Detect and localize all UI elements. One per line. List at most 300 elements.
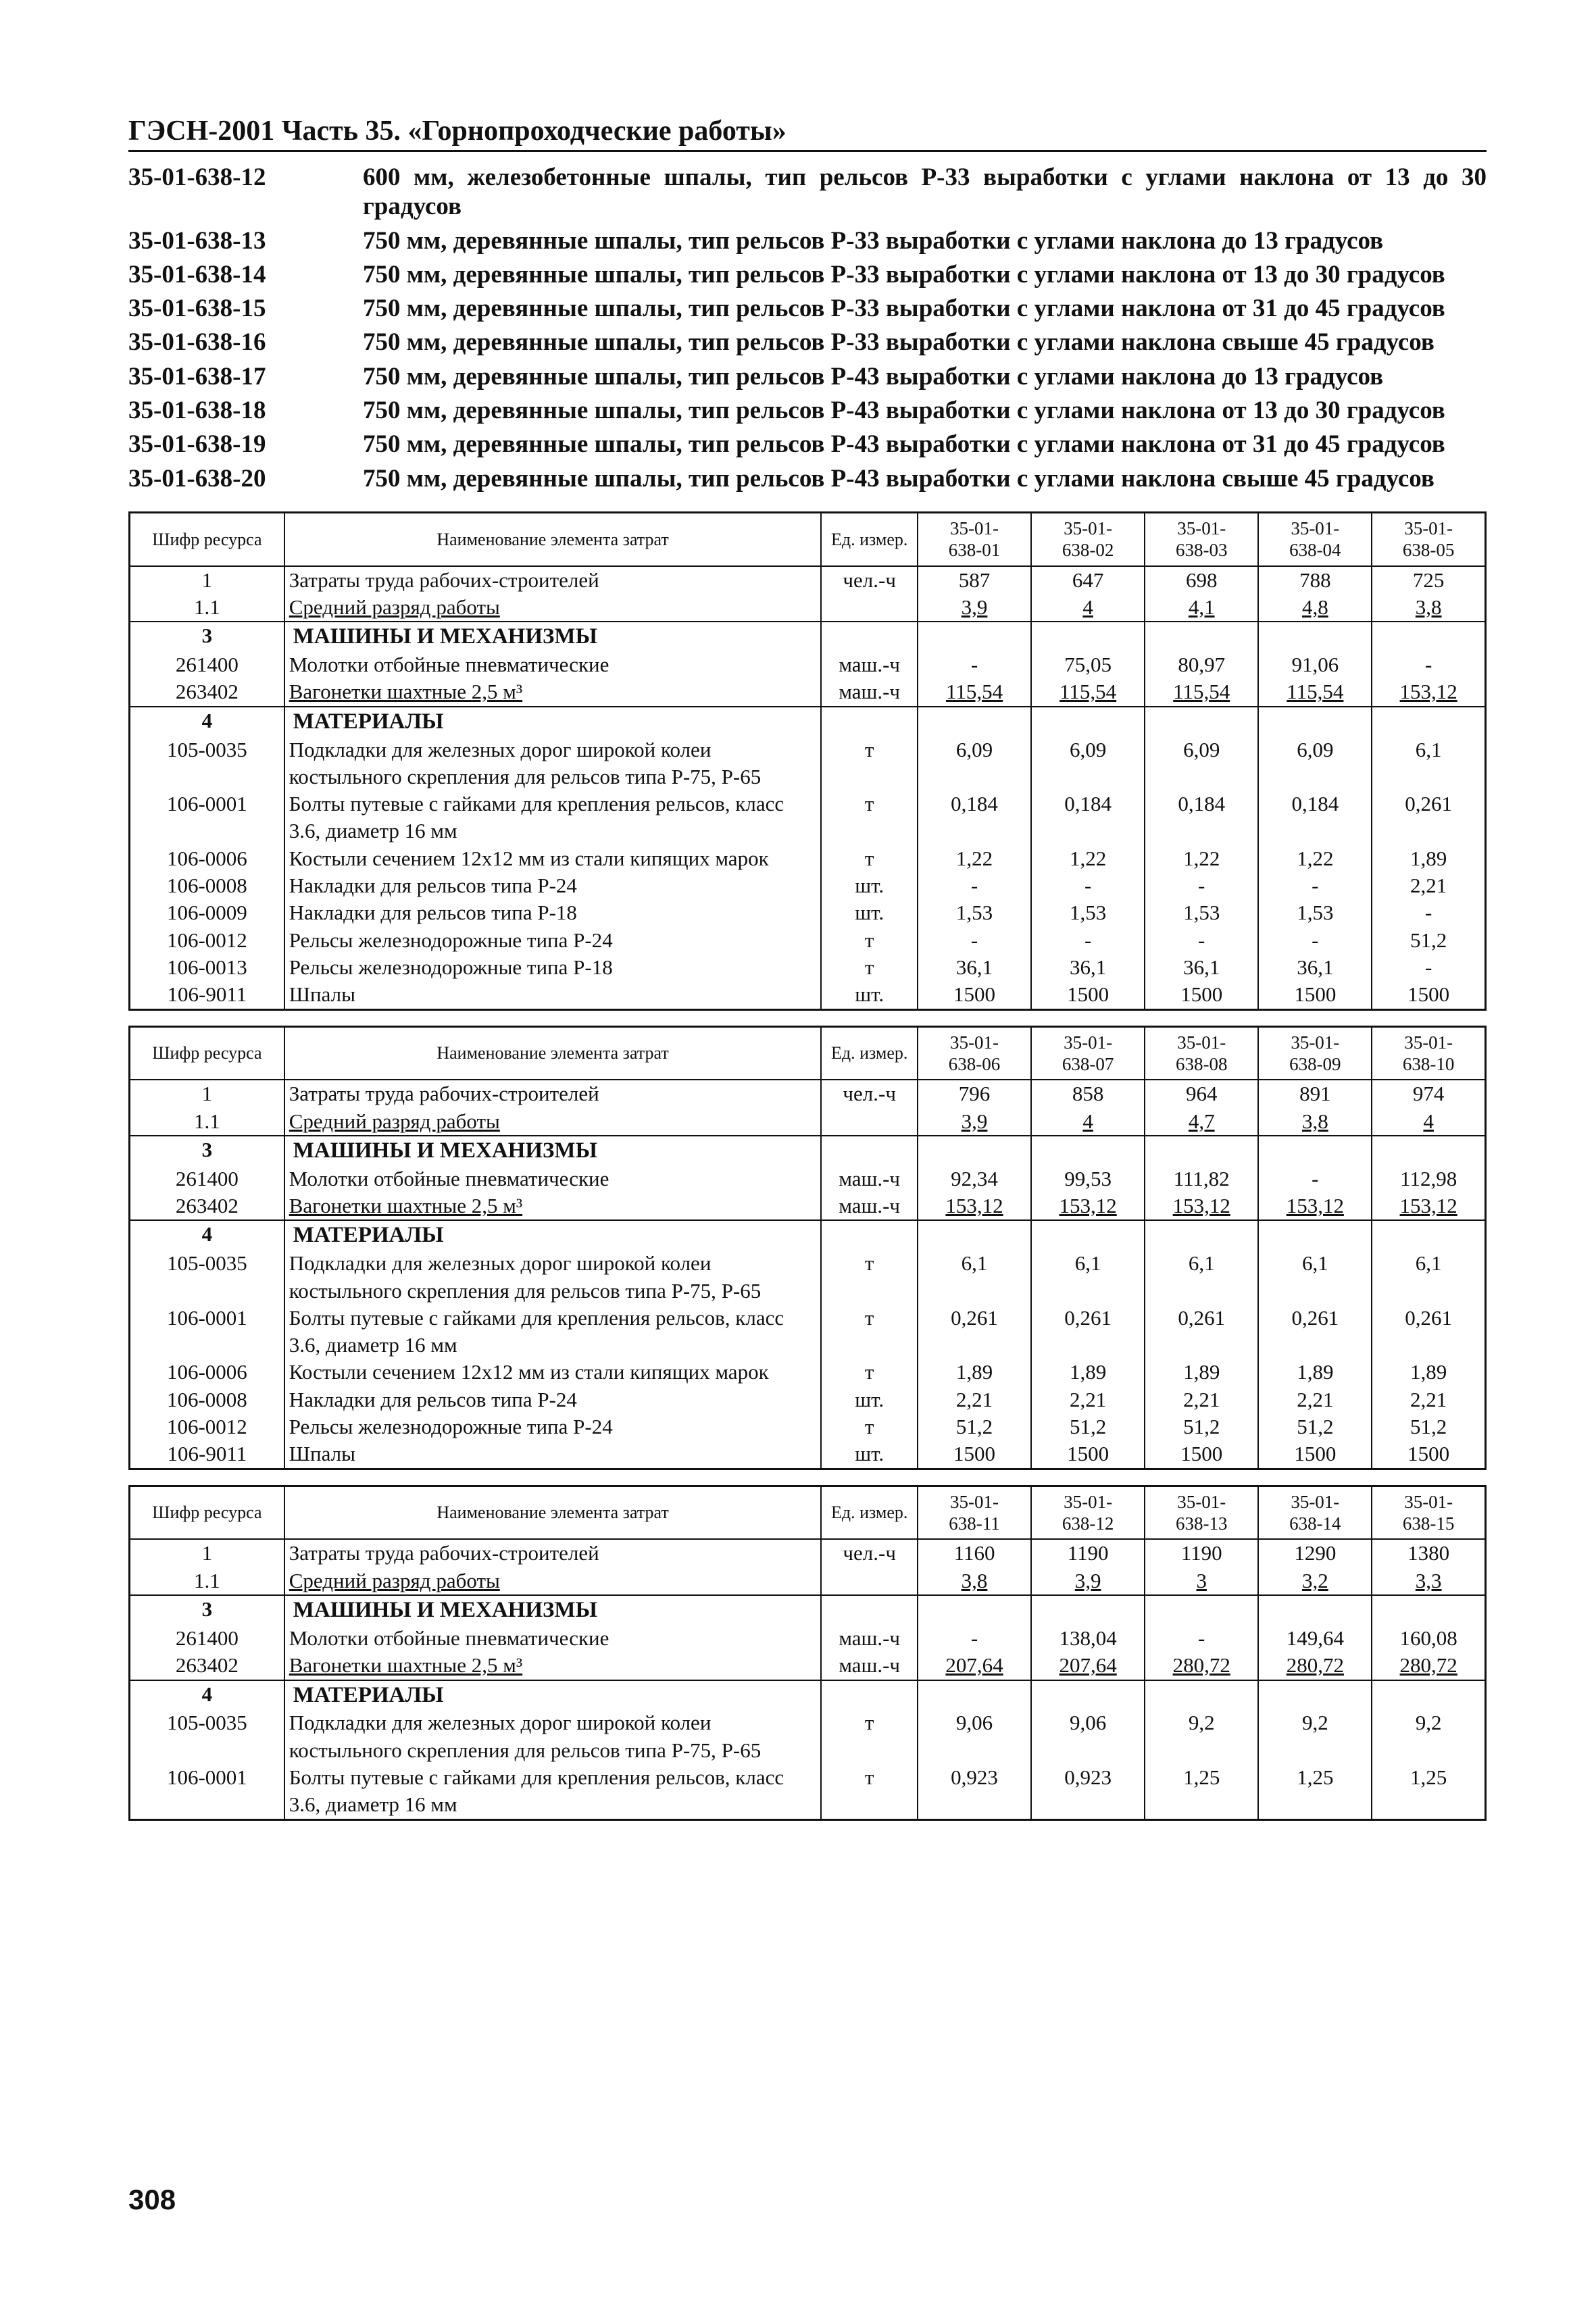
- norm-value: 6,1: [918, 1250, 1031, 1305]
- norm-value: 1,89: [1372, 1359, 1485, 1386]
- cost-element-name: Подкладки для железных дорог широкой колеи костыльного скрепления для рельсов типа Р-75, Р-65: [284, 1709, 822, 1764]
- unit: т: [821, 1764, 918, 1819]
- header-norm-column: 35-01- 638-02: [1031, 512, 1145, 565]
- unit: [821, 1220, 918, 1250]
- table-row: [130, 1386, 1486, 1413]
- norm-value: 974: [1372, 1080, 1485, 1107]
- norm-value: [1145, 1595, 1258, 1625]
- norm-value: 91,06: [1258, 651, 1372, 678]
- norm-value: 9,06: [918, 1709, 1031, 1764]
- norm-value: [1258, 1595, 1372, 1625]
- table-row: [130, 927, 1486, 954]
- cost-element-name: Накладки для рельсов типа Р-24: [284, 872, 822, 899]
- norm-value: -: [1372, 954, 1485, 981]
- cost-element-name: Затраты труда рабочих-строителей: [284, 1539, 822, 1567]
- norm-value: -: [918, 1625, 1031, 1652]
- header-norm-column: 35-01- 638-12: [1031, 1486, 1145, 1539]
- cost-element-name: МАШИНЫ И МЕХАНИЗМЫ: [284, 1595, 822, 1625]
- norm-value: 2,21: [1145, 1386, 1258, 1413]
- header-norm-column: 35-01- 638-08: [1145, 1026, 1258, 1080]
- norm-value: 1500: [918, 1440, 1031, 1469]
- norm-value: [918, 1680, 1031, 1710]
- norm-value: -: [1145, 1625, 1258, 1652]
- norm-value: 0,261: [1372, 790, 1485, 845]
- norm-value: [1372, 1595, 1485, 1625]
- norm-value: 51,2: [1372, 927, 1485, 954]
- cost-element-name: Рельсы железнодорожные типа Р-24: [284, 1413, 822, 1440]
- resource-code: 106-0013: [130, 954, 284, 981]
- header-resource-code: Шифр ресурса: [130, 1486, 284, 1539]
- unit: маш.-ч: [821, 1625, 918, 1652]
- norm-value: 1,25: [1372, 1764, 1485, 1819]
- unit: шт.: [821, 899, 918, 926]
- resource-code: 4: [130, 707, 284, 736]
- cost-element-name: МАТЕРИАЛЫ: [284, 707, 822, 736]
- norm-value: 36,1: [1145, 954, 1258, 981]
- norm-value: 725: [1372, 566, 1485, 594]
- table-row: [130, 651, 1486, 678]
- code-entry: [128, 161, 1487, 225]
- norm-value: 6,1: [1031, 1250, 1145, 1305]
- header-norm-column: 35-01- 638-13: [1145, 1486, 1258, 1539]
- resource-code: 106-0012: [130, 927, 284, 954]
- table-row: [130, 1359, 1486, 1386]
- cost-element-name: Накладки для рельсов типа Р-24: [284, 1386, 822, 1413]
- norm-value: [918, 707, 1031, 736]
- norm-value: 1,53: [918, 899, 1031, 926]
- norm-value: 4,8: [1258, 594, 1372, 622]
- norm-value: 796: [918, 1080, 1031, 1107]
- resource-code: 3: [130, 1595, 284, 1625]
- norm-value: 6,1: [1372, 736, 1485, 791]
- cost-element-name: Шпалы: [284, 981, 822, 1009]
- norm-value: [1258, 707, 1372, 736]
- table-row: [130, 566, 1486, 594]
- norm-value: 1190: [1031, 1539, 1145, 1567]
- norm-value: 51,2: [1372, 1413, 1485, 1440]
- norm-value: [918, 1220, 1031, 1250]
- code-entry: [128, 361, 1487, 395]
- norm-value: 1,53: [1145, 899, 1258, 926]
- header-norm-column: 35-01- 638-06: [918, 1026, 1031, 1080]
- norm-value: 1,89: [1145, 1359, 1258, 1386]
- norm-value: 149,64: [1258, 1625, 1372, 1652]
- table-row: [130, 1192, 1486, 1220]
- page-number: 308: [128, 2184, 176, 2215]
- resource-code: 106-0001: [130, 1764, 284, 1819]
- norm-code: 35-01-638-19: [128, 430, 266, 459]
- norm-code: 35-01-638-18: [128, 396, 266, 424]
- norm-value: 4,7: [1145, 1108, 1258, 1136]
- unit: маш.-ч: [821, 678, 918, 706]
- norm-value: -: [1372, 651, 1485, 678]
- norm-value: 0,184: [1145, 790, 1258, 845]
- code-entry: [128, 428, 1487, 462]
- norm-value: [1031, 1595, 1145, 1625]
- cost-element-name: Болты путевые с гайками для крепления рельсов, класс 3.6, диаметр 16 мм: [284, 1305, 822, 1359]
- norm-value: 0,261: [1258, 1305, 1372, 1359]
- resource-code: 1: [130, 566, 284, 594]
- cost-element-name: Болты путевые с гайками для крепления рельсов, класс 3.6, диаметр 16 мм: [284, 790, 822, 845]
- norm-code: 35-01-638-14: [128, 260, 266, 288]
- cost-element-name: Рельсы железнодорожные типа Р-24: [284, 927, 822, 954]
- table-row: [130, 678, 1486, 706]
- norm-value: [1031, 1220, 1145, 1250]
- norm-value: [1372, 1220, 1485, 1250]
- norm-value: [1372, 1136, 1485, 1165]
- norm-value: 0,184: [1258, 790, 1372, 845]
- resource-code: 1: [130, 1080, 284, 1107]
- norm-value: -: [1258, 927, 1372, 954]
- table-row: [130, 1080, 1486, 1107]
- norm-value: -: [1372, 899, 1485, 926]
- cost-element-name: Вагонетки шахтные 2,5 м³: [284, 1192, 822, 1220]
- norm-value: 1,25: [1258, 1764, 1372, 1819]
- norm-value: 2,21: [1372, 1386, 1485, 1413]
- unit: маш.-ч: [821, 1652, 918, 1680]
- table-row: [130, 1625, 1486, 1652]
- norm-value: 1,53: [1031, 899, 1145, 926]
- norm-value: 99,53: [1031, 1165, 1145, 1192]
- norm-value: 9,06: [1031, 1709, 1145, 1764]
- header-cost-element: Наименование элемента затрат: [284, 512, 822, 565]
- unit: шт.: [821, 1386, 918, 1413]
- resource-code: 261400: [130, 651, 284, 678]
- unit: маш.-ч: [821, 651, 918, 678]
- table-row: [130, 594, 1486, 622]
- resource-code: 1: [130, 1539, 284, 1567]
- table-header-row: [130, 1026, 1486, 1080]
- table-row: [130, 954, 1486, 981]
- cost-element-name: Болты путевые с гайками для крепления рельсов, класс 3.6, диаметр 16 мм: [284, 1764, 822, 1819]
- header-cost-element: Наименование элемента затрат: [284, 1026, 822, 1080]
- norm-value: 4: [1031, 594, 1145, 622]
- norm-value: 1500: [1145, 981, 1258, 1009]
- norm-description: 750 мм, деревянные шпалы, тип рельсов Р-33 выработки с углами наклона от 31 до 45 градусов: [363, 295, 1445, 323]
- table-row: [130, 1595, 1486, 1625]
- norm-value: 9,2: [1258, 1709, 1372, 1764]
- norm-value: 111,82: [1145, 1165, 1258, 1192]
- resource-code: 4: [130, 1220, 284, 1250]
- resource-code: 106-0012: [130, 1413, 284, 1440]
- norm-code: 35-01-638-13: [128, 226, 266, 255]
- table-row: [130, 1165, 1486, 1192]
- norm-value: 3,8: [1372, 594, 1485, 622]
- norm-value: [918, 1595, 1031, 1625]
- header-unit: Ед. измер.: [821, 1486, 918, 1539]
- norm-value: 6,1: [1258, 1250, 1372, 1305]
- norm-value: 2,21: [1372, 872, 1485, 899]
- norm-value: 3: [1145, 1567, 1258, 1595]
- unit: [821, 622, 918, 651]
- norm-value: 3,8: [918, 1567, 1031, 1595]
- unit: шт.: [821, 872, 918, 899]
- table-row: [130, 872, 1486, 899]
- resource-code: 106-0006: [130, 845, 284, 872]
- norm-description: 750 мм, деревянные шпалы, тип рельсов Р-43 выработки с углами наклона от 13 до 30 градусов: [363, 396, 1445, 424]
- norm-value: 1,89: [1258, 1359, 1372, 1386]
- norm-value: 2,21: [1258, 1386, 1372, 1413]
- norm-value: 153,12: [1031, 1192, 1145, 1220]
- norm-value: 153,12: [1372, 678, 1485, 706]
- code-entry: [128, 225, 1487, 259]
- header-unit: Ед. измер.: [821, 512, 918, 565]
- norm-value: 0,184: [1031, 790, 1145, 845]
- norm-value: 160,08: [1372, 1625, 1485, 1652]
- norm-value: 6,09: [1031, 736, 1145, 791]
- norm-value: 964: [1145, 1080, 1258, 1107]
- unit: т: [821, 927, 918, 954]
- norm-value: -: [918, 872, 1031, 899]
- norm-code: 35-01-638-20: [128, 464, 266, 493]
- norm-value: 1,89: [918, 1359, 1031, 1386]
- norm-value: 153,12: [1258, 1192, 1372, 1220]
- table-row: [130, 1305, 1486, 1359]
- resource-code: 263402: [130, 1192, 284, 1220]
- norm-value: -: [1145, 872, 1258, 899]
- table-header-row: [130, 512, 1486, 565]
- norm-description: 750 мм, деревянные шпалы, тип рельсов Р-33 выработки с углами наклона свыше 45 градусов: [363, 328, 1435, 357]
- norm-value: -: [1031, 872, 1145, 899]
- resource-code: 105-0035: [130, 1250, 284, 1305]
- norm-value: 1,53: [1258, 899, 1372, 926]
- norm-value: 75,05: [1031, 651, 1145, 678]
- cost-element-name: Вагонетки шахтные 2,5 м³: [284, 678, 822, 706]
- resource-code: 106-0009: [130, 899, 284, 926]
- resource-code: 4: [130, 1680, 284, 1710]
- cost-element-name: Подкладки для железных дорог широкой колеи костыльного скрепления для рельсов типа Р-75, Р-65: [284, 1250, 822, 1305]
- norm-value: 9,2: [1372, 1709, 1485, 1764]
- cost-element-name: Вагонетки шахтные 2,5 м³: [284, 1652, 822, 1680]
- norm-value: [1031, 622, 1145, 651]
- resource-code: 106-0001: [130, 1305, 284, 1359]
- resource-code: 105-0035: [130, 1709, 284, 1764]
- resource-code: 261400: [130, 1625, 284, 1652]
- norm-value: -: [918, 651, 1031, 678]
- table-header-row: [130, 1486, 1486, 1539]
- cost-element-name: Рельсы железнодорожные типа Р-18: [284, 954, 822, 981]
- header-cost-element: Наименование элемента затрат: [284, 1486, 822, 1539]
- norm-value: 92,34: [918, 1165, 1031, 1192]
- norm-value: 3,2: [1258, 1567, 1372, 1595]
- resource-code: 261400: [130, 1165, 284, 1192]
- norm-value: 138,04: [1031, 1625, 1145, 1652]
- norm-value: 6,09: [1258, 736, 1372, 791]
- cost-element-name: МАШИНЫ И МЕХАНИЗМЫ: [284, 622, 822, 651]
- code-entry: [128, 293, 1487, 326]
- norm-value: 0,261: [918, 1305, 1031, 1359]
- norm-value: [1145, 622, 1258, 651]
- cost-element-name: Подкладки для железных дорог широкой колеи костыльного скрепления для рельсов типа Р-75, Р-65: [284, 736, 822, 791]
- norm-value: 1500: [1145, 1440, 1258, 1469]
- table-row: [130, 1652, 1486, 1680]
- norm-value: 2,21: [1031, 1386, 1145, 1413]
- norm-value: 3,3: [1372, 1567, 1485, 1595]
- norm-value: -: [1258, 872, 1372, 899]
- header-norm-column: 35-01- 638-05: [1372, 512, 1485, 565]
- norm-value: 1500: [1258, 1440, 1372, 1469]
- norm-value: [1258, 1680, 1372, 1710]
- norm-value: 1380: [1372, 1539, 1485, 1567]
- norm-code: 35-01-638-12: [128, 164, 266, 191]
- norm-value: 51,2: [1258, 1413, 1372, 1440]
- resource-code: 106-0008: [130, 872, 284, 899]
- norm-value: [1258, 622, 1372, 651]
- table-row: [130, 1764, 1486, 1819]
- norm-value: 4: [1031, 1108, 1145, 1136]
- unit: чел.-ч: [821, 1080, 918, 1107]
- norm-value: 0,261: [1372, 1305, 1485, 1359]
- cost-element-name: Затраты труда рабочих-строителей: [284, 566, 822, 594]
- header-norm-column: 35-01- 638-04: [1258, 512, 1372, 565]
- norm-value: 112,98: [1372, 1165, 1485, 1192]
- resource-tables: [128, 511, 1487, 1821]
- norm-value: [1372, 707, 1485, 736]
- norm-value: 1500: [918, 981, 1031, 1009]
- norm-value: 80,97: [1145, 651, 1258, 678]
- header-unit: Ед. измер.: [821, 1026, 918, 1080]
- norm-value: 1500: [1372, 1440, 1485, 1469]
- norm-value: 9,2: [1145, 1709, 1258, 1764]
- table-row: [130, 1709, 1486, 1764]
- norm-value: 587: [918, 566, 1031, 594]
- norm-value: 1500: [1031, 981, 1145, 1009]
- norm-value: 3,8: [1258, 1108, 1372, 1136]
- unit: шт.: [821, 1440, 918, 1469]
- code-entry: [128, 463, 1487, 497]
- norm-value: 0,923: [918, 1764, 1031, 1819]
- norm-code: 35-01-638-16: [128, 328, 266, 357]
- resource-table: [128, 1026, 1487, 1470]
- resource-code: 106-9011: [130, 981, 284, 1009]
- norm-value: 4,1: [1145, 594, 1258, 622]
- norm-value: 280,72: [1145, 1652, 1258, 1680]
- norm-value: 0,923: [1031, 1764, 1145, 1819]
- norm-description: 750 мм, деревянные шпалы, тип рельсов Р-43 выработки с углами наклона до 13 градусов: [363, 362, 1384, 391]
- norm-description: 750 мм, деревянные шпалы, тип рельсов Р-33 выработки с углами наклона от 13 до 30 градусов: [363, 260, 1445, 288]
- unit: [821, 1680, 918, 1710]
- norm-value: 51,2: [1031, 1413, 1145, 1440]
- unit: [821, 594, 918, 622]
- norm-value: 153,12: [918, 1192, 1031, 1220]
- header-norm-column: 35-01- 638-09: [1258, 1026, 1372, 1080]
- table-row: [130, 1440, 1486, 1469]
- unit: т: [821, 790, 918, 845]
- norm-value: 115,54: [1031, 678, 1145, 706]
- norm-value: 36,1: [1258, 954, 1372, 981]
- code-entry: [128, 326, 1487, 360]
- unit: т: [821, 1305, 918, 1359]
- norm-value: 3,9: [1031, 1567, 1145, 1595]
- norm-value: -: [1258, 1165, 1372, 1192]
- unit: [821, 1136, 918, 1165]
- norm-value: 6,09: [918, 736, 1031, 791]
- norm-description: 750 мм, деревянные шпалы, тип рельсов Р-33 выработки с углами наклона до 13 градусов: [363, 226, 1384, 255]
- norm-value: 6,1: [1372, 1250, 1485, 1305]
- unit: чел.-ч: [821, 566, 918, 594]
- norm-value: -: [918, 927, 1031, 954]
- norm-value: 1500: [1372, 981, 1485, 1009]
- norm-value: [918, 1136, 1031, 1165]
- header-norm-column: 35-01- 638-14: [1258, 1486, 1372, 1539]
- norm-value: 3,9: [918, 1108, 1031, 1136]
- norm-description: 750 мм, деревянные шпалы, тип рельсов Р-43 выработки с углами наклона свыше 45 градусов: [363, 464, 1435, 493]
- norm-value: 207,64: [918, 1652, 1031, 1680]
- norm-value: [1258, 1136, 1372, 1165]
- norm-value: 6,09: [1145, 736, 1258, 791]
- resource-code: 106-0006: [130, 1359, 284, 1386]
- norm-value: [1145, 1136, 1258, 1165]
- norm-value: 0,184: [918, 790, 1031, 845]
- resource-code: 263402: [130, 1652, 284, 1680]
- unit: [821, 1108, 918, 1136]
- unit: т: [821, 736, 918, 791]
- header-resource-code: Шифр ресурса: [130, 512, 284, 565]
- norm-value: [1145, 707, 1258, 736]
- norm-value: 0,261: [1145, 1305, 1258, 1359]
- norm-value: 51,2: [918, 1413, 1031, 1440]
- cost-element-name: Накладки для рельсов типа Р-18: [284, 899, 822, 926]
- unit: [821, 707, 918, 736]
- norm-value: 0,261: [1031, 1305, 1145, 1359]
- norm-value: [918, 622, 1031, 651]
- norm-value: 858: [1031, 1080, 1145, 1107]
- norm-value: 153,12: [1145, 1192, 1258, 1220]
- table-row: [130, 899, 1486, 926]
- resource-table: [128, 1485, 1487, 1821]
- norm-value: 207,64: [1031, 1652, 1145, 1680]
- header-norm-column: 35-01- 638-10: [1372, 1026, 1485, 1080]
- norm-value: 1190: [1145, 1539, 1258, 1567]
- resource-code: 263402: [130, 678, 284, 706]
- norm-value: 115,54: [918, 678, 1031, 706]
- unit: маш.-ч: [821, 1192, 918, 1220]
- norm-value: [1372, 1680, 1485, 1710]
- norm-value: 36,1: [1031, 954, 1145, 981]
- norm-value: -: [1145, 927, 1258, 954]
- code-entry: [128, 395, 1487, 428]
- header-norm-column: 35-01- 638-01: [918, 512, 1031, 565]
- norm-value: 153,12: [1372, 1192, 1485, 1220]
- cost-element-name: МАТЕРИАЛЫ: [284, 1680, 822, 1710]
- cost-element-name: Костыли сечением 12х12 мм из стали кипящих марок: [284, 1359, 822, 1386]
- norm-value: 1,89: [1031, 1359, 1145, 1386]
- norm-value: 1,22: [1145, 845, 1258, 872]
- norm-value: 6,1: [1145, 1250, 1258, 1305]
- norm-value: 4: [1372, 1108, 1485, 1136]
- unit: т: [821, 1250, 918, 1305]
- unit: т: [821, 954, 918, 981]
- code-entry: [128, 259, 1487, 293]
- norm-value: 1,25: [1145, 1764, 1258, 1819]
- table-row: [130, 707, 1486, 736]
- resource-code: 106-0008: [130, 1386, 284, 1413]
- unit: т: [821, 1709, 918, 1764]
- norm-value: [1031, 1136, 1145, 1165]
- cost-element-name: Затраты труда рабочих-строителей: [284, 1080, 822, 1107]
- table-row: [130, 1413, 1486, 1440]
- code-list: [128, 161, 1487, 497]
- header-norm-column: 35-01- 638-15: [1372, 1486, 1485, 1539]
- norm-value: 36,1: [918, 954, 1031, 981]
- norm-value: 891: [1258, 1080, 1372, 1107]
- cost-element-name: Молотки отбойные пневматические: [284, 1165, 822, 1192]
- norm-value: [1031, 1680, 1145, 1710]
- resource-code: 3: [130, 1136, 284, 1165]
- table-row: [130, 1220, 1486, 1250]
- cost-element-name: Молотки отбойные пневматические: [284, 1625, 822, 1652]
- norm-value: [1258, 1220, 1372, 1250]
